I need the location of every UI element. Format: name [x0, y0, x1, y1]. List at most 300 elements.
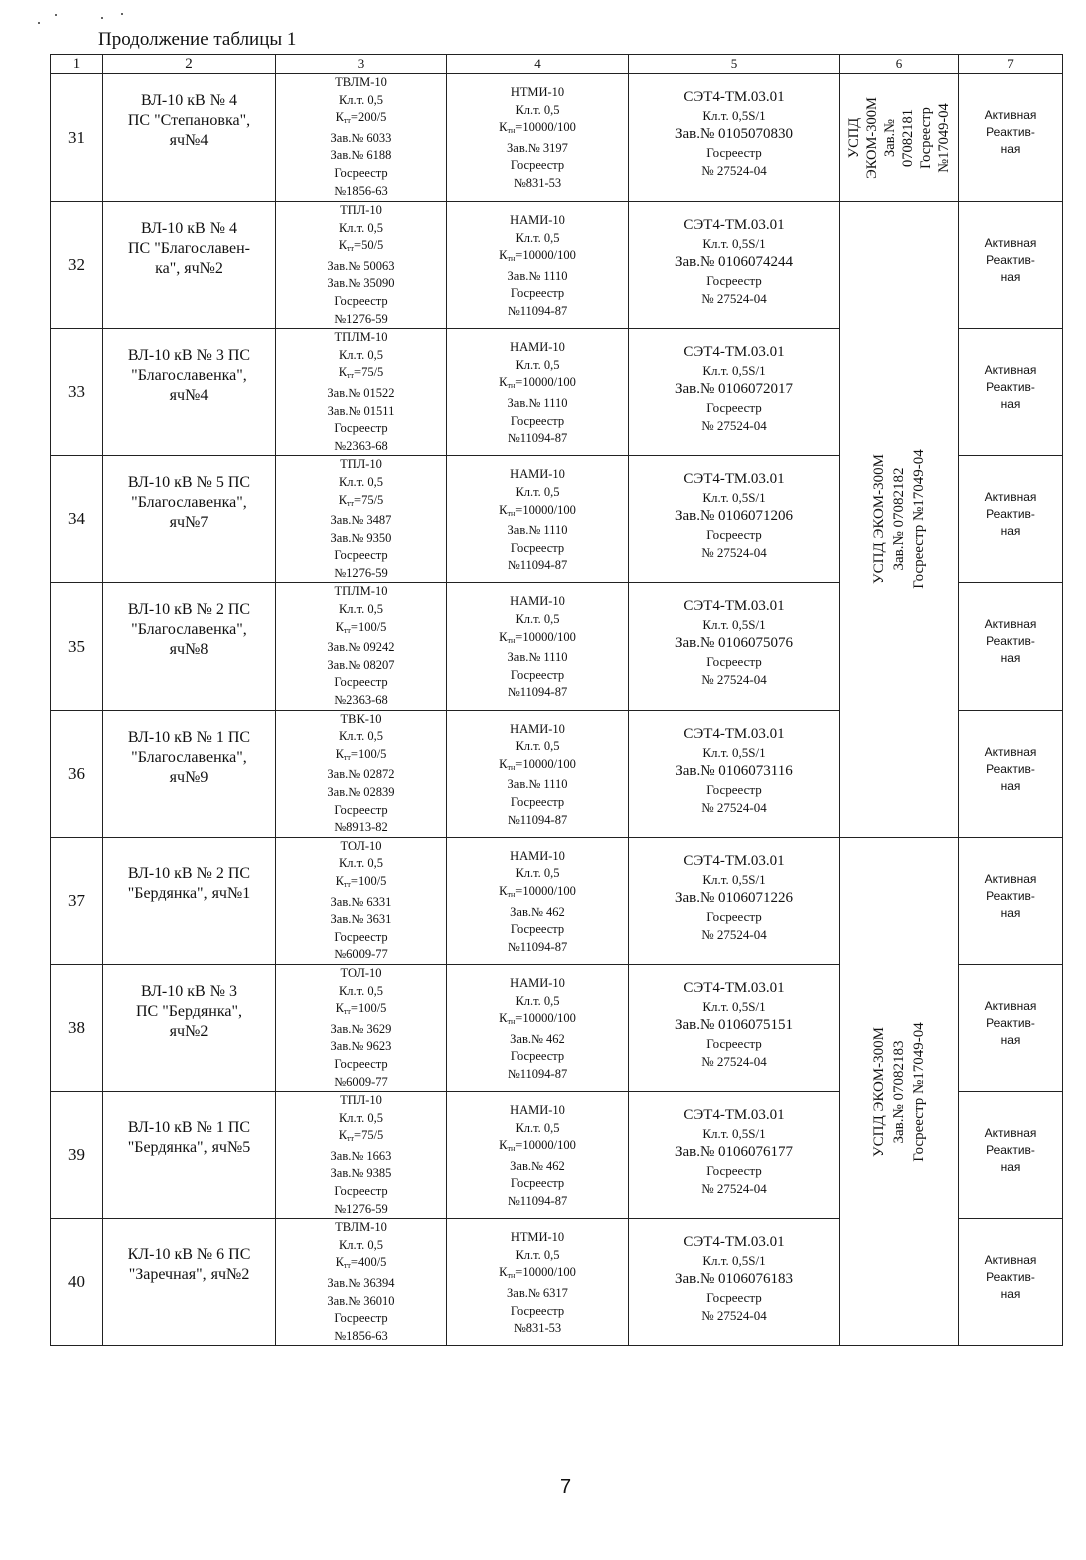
energy-type: [959, 710, 1063, 837]
energy-type-line: ная: [1000, 397, 1021, 412]
meter-line: СЭТ4-ТМ.03.01: [683, 1107, 785, 1124]
uspd-text: [869, 1022, 929, 1162]
current-transformer: [276, 329, 447, 456]
ct-line: №1276-59: [334, 311, 388, 326]
row-number: 32: [51, 202, 103, 329]
column-header: 5: [629, 55, 840, 74]
ct-ratio: [276, 1127, 446, 1148]
ct-line: Зав.№ 36010: [327, 1293, 395, 1308]
energy-type-line: ная: [1000, 905, 1021, 920]
meter-line: Зав.№ 0105070830: [674, 126, 794, 142]
vt-line: Зав.№ 1110: [507, 268, 568, 283]
ct-line: Зав.№ 3487: [330, 513, 392, 528]
connection-name-line: ВЛ-10 кВ № 2 ПС: [127, 601, 251, 619]
meter-line: Зав.№ 0106072017: [674, 381, 794, 398]
meter-line: № 27524-04: [701, 1308, 767, 1324]
ct-line: Зав.№ 01511: [327, 403, 395, 418]
energy-type-line: ная: [1000, 524, 1021, 539]
ct-line: Зав.№ 9385: [330, 1166, 392, 1181]
vt-line: №11094-87: [507, 939, 568, 954]
vt-ratio-value: =10000/100: [515, 1011, 576, 1026]
meter-line: Госреестр: [706, 1035, 762, 1051]
vt-ratio-symbol: К: [499, 756, 508, 771]
electricity-meter: [629, 583, 840, 710]
ct-ratio: [276, 746, 446, 767]
ct-ratio-value: =75/5: [354, 492, 384, 507]
uspd-line: ЭКОМ-300М: [864, 96, 880, 179]
meter-line: Зав.№ 0106076177: [674, 1144, 794, 1161]
vt-ratio-value: =10000/100: [515, 629, 576, 644]
connection-name: [103, 964, 276, 1091]
vt-ratio-symbol: К: [499, 502, 508, 517]
row-number: 37: [51, 837, 103, 964]
ct-line: Госреестр: [334, 1311, 388, 1326]
current-transformer: [276, 964, 447, 1091]
ct-line: ТПЛМ-10: [334, 584, 388, 599]
ct-ratio-subscript: тт: [343, 116, 351, 126]
ct-ratio-subscript: тт: [343, 752, 351, 762]
ct-line: Кл.т. 0,5: [338, 474, 384, 489]
vt-line: НАМИ-10: [510, 975, 565, 990]
row-number: 31: [51, 74, 103, 202]
ct-line: №1856-63: [334, 183, 388, 198]
ct-ratio-value: =75/5: [354, 365, 384, 380]
vt-ratio-symbol: К: [499, 629, 508, 644]
meter-line: Госреестр: [706, 908, 762, 924]
ct-line: Зав.№ 01522: [327, 385, 395, 400]
meter-line: Госреестр: [706, 1163, 762, 1179]
connection-name-line: ПС "Степановка",: [127, 112, 251, 129]
energy-type: [959, 583, 1063, 710]
energy-type: [959, 1092, 1063, 1219]
vt-line: НАМИ-10: [510, 467, 565, 482]
meter-line: Кл.т. 0,5S/1: [702, 871, 766, 887]
uspd-line: Зав.№ 07082183: [891, 1040, 907, 1144]
vt-line: НТМИ-10: [510, 85, 565, 99]
ct-ratio: [276, 237, 446, 258]
meter-line: СЭТ4-ТМ.03.01: [683, 598, 785, 615]
energy-type-line: Активная: [984, 744, 1037, 759]
vt-line: Зав.№ 1110: [507, 395, 568, 410]
vt-line: №11094-87: [507, 1194, 568, 1209]
vt-ratio-value: =10000/100: [515, 502, 576, 517]
energy-type-line: Реактив-: [986, 634, 1035, 649]
connection-name-line: ВЛ-10 кВ № 1 ПС: [127, 728, 251, 746]
vt-line: №11094-87: [507, 303, 568, 318]
ct-ratio-value: =100/5: [350, 619, 387, 634]
vt-line: №11094-87: [507, 558, 568, 573]
row-number: 36: [51, 710, 103, 837]
ct-ratio-symbol: К: [335, 1255, 344, 1270]
meter-line: Госреестр: [706, 781, 762, 797]
ct-line: Кл.т. 0,5: [338, 347, 384, 362]
energy-type-line: ная: [1000, 778, 1021, 793]
ct-line: Зав.№ 02839: [327, 785, 395, 799]
equipment-table: [50, 54, 1063, 1346]
uspd-wrap: [840, 75, 958, 201]
vt-line: Кл.т. 0,5: [515, 230, 560, 245]
energy-type: [959, 74, 1063, 202]
connection-name: [103, 329, 276, 456]
ct-line: Госреестр: [334, 293, 388, 308]
energy-type-line: Реактив-: [986, 1143, 1035, 1158]
vt-line: НАМИ-10: [510, 1103, 565, 1118]
meter-line: Кл.т. 0,5S/1: [702, 1126, 766, 1142]
ct-line: ТВК-10: [340, 711, 382, 726]
connection-name-line: "Заречная", яч№2: [128, 1266, 250, 1284]
connection-name-line: ВЛ-10 кВ № 2 ПС: [127, 864, 251, 882]
ct-ratio: [276, 364, 446, 385]
connection-name-line: ПС "Бердянка",: [135, 1002, 243, 1020]
ct-line: Зав.№ 9623: [330, 1039, 392, 1054]
row-number: 38: [51, 964, 103, 1091]
connection-name-line: ВЛ-10 кВ № 1 ПС: [127, 1119, 251, 1137]
meter-line: Кл.т. 0,5S/1: [702, 998, 766, 1014]
ct-line: №1276-59: [334, 1201, 388, 1216]
energy-type-line: ная: [1000, 270, 1021, 284]
ct-ratio-subscript: тт: [347, 1134, 355, 1144]
ct-ratio-value: =400/5: [350, 1255, 387, 1270]
meter-line: № 27524-04: [701, 291, 767, 306]
ct-line: Зав.№ 6033: [330, 130, 392, 145]
voltage-transformer: [447, 202, 629, 329]
meter-line: Зав.№ 0106074244: [674, 254, 794, 270]
meter-line: Кл.т. 0,5S/1: [702, 108, 766, 123]
connection-name: [103, 456, 276, 583]
energy-type-line: Реактив-: [986, 253, 1035, 267]
connection-name: [103, 710, 276, 837]
meter-line: СЭТ4-ТМ.03.01: [683, 217, 785, 233]
ct-line: ТВЛМ-10: [335, 1220, 387, 1235]
meter-line: № 27524-04: [701, 418, 767, 434]
uspd-line: 07082181: [900, 108, 916, 167]
ct-line: Кл.т. 0,5: [338, 856, 384, 871]
ct-line: Зав.№ 09242: [327, 640, 395, 655]
vt-line: Зав.№ 3197: [507, 140, 568, 155]
vt-ratio-symbol: К: [499, 120, 508, 135]
ct-ratio-subscript: тт: [343, 625, 351, 635]
electricity-meter: [629, 456, 840, 583]
energy-type-line: Реактив-: [986, 1270, 1035, 1285]
voltage-transformer: [447, 456, 629, 583]
vt-ratio: [447, 1137, 628, 1158]
energy-type-line: ная: [1000, 1032, 1021, 1047]
current-transformer: [276, 202, 447, 329]
ct-line: ТВЛМ-10: [335, 75, 387, 89]
electricity-meter: [629, 74, 840, 202]
meter-line: Госреестр: [706, 527, 762, 543]
ct-line: Кл.т. 0,5: [338, 602, 384, 617]
page-number: 7: [560, 1476, 572, 1498]
electricity-meter: [629, 837, 840, 964]
ct-ratio-symbol: К: [335, 619, 344, 634]
meter-line: СЭТ4-ТМ.03.01: [683, 852, 785, 869]
ct-ratio: [276, 1254, 446, 1275]
connection-name-line: "Благославенка",: [131, 494, 247, 512]
connection-name: [103, 837, 276, 964]
vt-ratio-subscript: тн: [507, 635, 516, 645]
meter-line: № 27524-04: [701, 1053, 767, 1069]
vt-ratio-value: =10000/100: [515, 1138, 576, 1153]
connection-name-line: ВЛ-10 кВ № 3 ПС: [127, 347, 251, 365]
connection-name-line: КЛ-10 кВ № 6 ПС: [127, 1246, 251, 1264]
ct-line: Зав.№ 9350: [330, 530, 392, 545]
row-number: 39: [51, 1092, 103, 1219]
uspd-line: УСПД: [846, 117, 862, 158]
vt-line: Госреестр: [510, 1303, 565, 1318]
vt-ratio: [447, 247, 628, 268]
meter-line: № 27524-04: [701, 799, 767, 815]
voltage-transformer: [447, 964, 629, 1091]
ct-ratio-symbol: К: [338, 238, 348, 253]
vt-line: Зав.№ 1110: [507, 523, 568, 538]
energy-type: [959, 1219, 1063, 1346]
energy-type: [959, 964, 1063, 1091]
ct-line: Зав.№ 02872: [327, 767, 395, 782]
electricity-meter: [629, 710, 840, 837]
vt-ratio: [447, 1010, 628, 1031]
vt-ratio-symbol: К: [499, 375, 508, 390]
vt-line: НАМИ-10: [510, 213, 565, 227]
ct-ratio-subscript: тт: [347, 498, 355, 508]
vt-ratio-value: =10000/100: [515, 248, 576, 263]
ct-line: Зав.№ 3631: [330, 912, 392, 927]
uspd-line: Зав.№ 07082182: [891, 467, 907, 571]
row-number: 40: [51, 1219, 103, 1346]
uspd-text: [845, 97, 953, 179]
connection-name-line: яч№4: [169, 387, 209, 405]
column-header: 4: [447, 55, 629, 74]
table-row: [51, 74, 1063, 202]
ct-line: Госреестр: [334, 421, 388, 436]
vt-ratio: [447, 883, 628, 904]
voltage-transformer: [447, 1219, 629, 1346]
uspd-line: Зав.№: [882, 118, 898, 157]
connection-name: [103, 1092, 276, 1219]
vt-ratio-value: =10000/100: [515, 120, 576, 135]
ct-ratio-value: =100/5: [350, 746, 387, 761]
ct-line: Зав.№ 6188: [330, 148, 392, 163]
vt-line: НАМИ-10: [510, 721, 565, 736]
vt-ratio-symbol: К: [499, 883, 508, 898]
vt-ratio: [447, 629, 628, 650]
energy-type-line: Активная: [984, 998, 1037, 1013]
uspd-line: Госреестр №17049-04: [911, 449, 927, 590]
column-header: 7: [959, 55, 1063, 74]
ct-line: №1276-59: [334, 565, 388, 580]
connection-name-line: "Благославенка",: [131, 367, 247, 385]
uspd-cell: [840, 202, 959, 838]
ct-line: Зав.№ 08207: [327, 657, 395, 672]
ct-line: Госреестр: [334, 165, 388, 180]
vt-ratio: [447, 756, 628, 777]
uspd-text: [869, 450, 929, 590]
vt-ratio-subscript: тн: [507, 1144, 516, 1154]
table-caption: Продолжение таблицы 1: [98, 29, 297, 50]
ct-ratio-subscript: тт: [343, 879, 351, 889]
energy-type-line: Реактив-: [986, 888, 1035, 903]
ct-line: Госреестр: [334, 548, 388, 563]
vt-line: №831-53: [513, 1321, 562, 1336]
connection-name-line: ВЛ-10 кВ № 4: [141, 92, 237, 109]
ct-line: Зав.№ 3629: [330, 1021, 392, 1036]
ct-line: Зав.№ 1663: [330, 1148, 392, 1163]
ct-ratio-symbol: К: [335, 1001, 344, 1016]
ct-ratio-subscript: тт: [347, 371, 355, 381]
meter-line: СЭТ4-ТМ.03.01: [683, 471, 785, 488]
row-number: 35: [51, 583, 103, 710]
electricity-meter: [629, 202, 840, 329]
column-header: 1: [51, 55, 103, 74]
ct-ratio: [276, 492, 446, 513]
meter-line: Зав.№ 0106076183: [674, 1271, 794, 1288]
voltage-transformer: [447, 710, 629, 837]
meter-line: № 27524-04: [701, 1181, 767, 1197]
meter-line: Зав.№ 0106071226: [674, 889, 794, 906]
row-number: 34: [51, 456, 103, 583]
uspd-line: №17049-04: [936, 102, 952, 173]
ct-ratio: [276, 619, 446, 640]
voltage-transformer: [447, 583, 629, 710]
vt-line: Кл.т. 0,5: [515, 484, 560, 499]
vt-ratio-value: =10000/100: [515, 756, 576, 771]
meter-line: Госреестр: [706, 145, 762, 160]
ct-ratio-subscript: тт: [343, 1261, 351, 1271]
connection-name: [103, 202, 276, 329]
connection-name: [103, 1219, 276, 1346]
current-transformer: [276, 74, 447, 202]
meter-line: Кл.т. 0,5S/1: [702, 236, 766, 251]
vt-line: Кл.т. 0,5: [515, 866, 560, 881]
energy-type: [959, 456, 1063, 583]
vt-line: Зав.№ 1110: [507, 777, 568, 792]
connection-name-line: яч№8: [169, 641, 209, 659]
vt-ratio: [447, 502, 628, 523]
vt-ratio: [447, 374, 628, 395]
ct-line: Зав.№ 35090: [327, 276, 395, 291]
uspd-line: Госреестр №17049-04: [911, 1021, 927, 1162]
energy-type-line: ная: [1000, 1160, 1021, 1175]
ct-line: ТПЛ-10: [340, 457, 382, 472]
meter-line: Кл.т. 0,5S/1: [702, 490, 766, 506]
vt-line: Кл.т. 0,5: [515, 1247, 560, 1262]
current-transformer: [276, 583, 447, 710]
ct-line: Госреестр: [334, 802, 388, 817]
meter-line: № 27524-04: [701, 545, 767, 561]
connection-name-line: "Бердянка", яч№1: [127, 884, 251, 902]
ct-line: №2363-68: [334, 693, 388, 708]
vt-line: №11094-87: [507, 812, 568, 827]
vt-line: Кл.т. 0,5: [515, 357, 560, 372]
ct-ratio-subscript: тт: [347, 244, 355, 254]
meter-line: № 27524-04: [701, 672, 767, 688]
ct-ratio: [276, 873, 446, 894]
energy-type-line: Активная: [984, 490, 1037, 505]
ct-ratio-value: =50/5: [354, 238, 384, 253]
vt-line: Кл.т. 0,5: [515, 739, 560, 754]
vt-line: Кл.т. 0,5: [515, 612, 560, 627]
voltage-transformer: [447, 837, 629, 964]
connection-name-line: яч№9: [169, 768, 209, 786]
vt-ratio-subscript: тн: [507, 889, 516, 899]
connection-name: [103, 74, 276, 202]
vt-line: Зав.№ 6317: [507, 1286, 568, 1301]
column-header: 2: [103, 55, 276, 74]
ct-ratio-value: =100/5: [350, 1001, 387, 1016]
vt-ratio-symbol: К: [499, 248, 508, 263]
energy-type-line: Активная: [984, 871, 1037, 886]
ct-line: ТОЛ-10: [340, 965, 382, 980]
energy-type: [959, 837, 1063, 964]
electricity-meter: [629, 1092, 840, 1219]
column-header: 6: [840, 55, 959, 74]
meter-line: № 27524-04: [701, 163, 767, 178]
vt-line: Госреестр: [510, 922, 565, 937]
energy-type-line: Активная: [984, 363, 1037, 378]
meter-line: Госреестр: [706, 400, 762, 416]
ct-line: Зав.№ 36394: [327, 1276, 395, 1291]
vt-ratio: [447, 119, 628, 140]
connection-name-line: ПС "Благославен-: [127, 240, 251, 257]
uspd-cell: [840, 74, 959, 202]
vt-line: Зав.№ 462: [510, 1158, 565, 1173]
vt-line: Госреестр: [510, 1176, 565, 1191]
energy-type-line: Реактив-: [986, 380, 1035, 395]
ct-line: ТПЛ-10: [340, 1093, 382, 1108]
connection-name-line: яч№7: [169, 514, 209, 532]
ct-ratio-symbol: К: [338, 1128, 348, 1143]
ct-line: Госреестр: [334, 1056, 388, 1071]
vt-line: Кл.т. 0,5: [515, 993, 560, 1008]
uspd-wrap: [840, 210, 958, 828]
meter-line: Зав.№ 0106071206: [674, 508, 794, 525]
vt-line: Госреестр: [510, 286, 565, 301]
voltage-transformer: [447, 1092, 629, 1219]
ct-line: Госреестр: [334, 929, 388, 944]
vt-line: Госреестр: [510, 540, 565, 555]
vt-line: Госреестр: [510, 795, 565, 809]
ct-line: Зав.№ 50063: [327, 258, 395, 273]
vt-line: №11094-87: [507, 685, 568, 700]
ct-line: Госреестр: [334, 675, 388, 690]
energy-type-line: ная: [1000, 651, 1021, 666]
energy-type-line: Активная: [984, 1253, 1037, 1268]
scan-specks: [35, 12, 135, 26]
vt-ratio-subscript: тн: [507, 381, 516, 391]
current-transformer: [276, 456, 447, 583]
ct-line: №2363-68: [334, 438, 388, 453]
ct-ratio-symbol: К: [335, 746, 344, 761]
energy-type: [959, 202, 1063, 329]
connection-name-line: ВЛ-10 кВ № 5 ПС: [127, 474, 251, 492]
ct-line: Кл.т. 0,5: [338, 1110, 384, 1125]
uspd-cell: [840, 837, 959, 1346]
vt-ratio-value: =10000/100: [515, 883, 576, 898]
meter-line: Кл.т. 0,5S/1: [702, 744, 766, 760]
current-transformer: [276, 1219, 447, 1346]
energy-type-line: ная: [1000, 1287, 1021, 1302]
vt-line: Госреестр: [510, 158, 565, 173]
ct-line: Кл.т. 0,5: [338, 1237, 384, 1252]
current-transformer: [276, 837, 447, 964]
vt-ratio-subscript: тн: [507, 762, 516, 772]
ct-ratio: [276, 109, 446, 130]
connection-name-line: "Бердянка", яч№5: [127, 1139, 251, 1157]
vt-line: №11094-87: [507, 1066, 568, 1081]
ct-ratio-symbol: К: [338, 492, 348, 507]
vt-ratio-symbol: К: [499, 1011, 508, 1026]
ct-line: Кл.т. 0,5: [338, 92, 384, 107]
